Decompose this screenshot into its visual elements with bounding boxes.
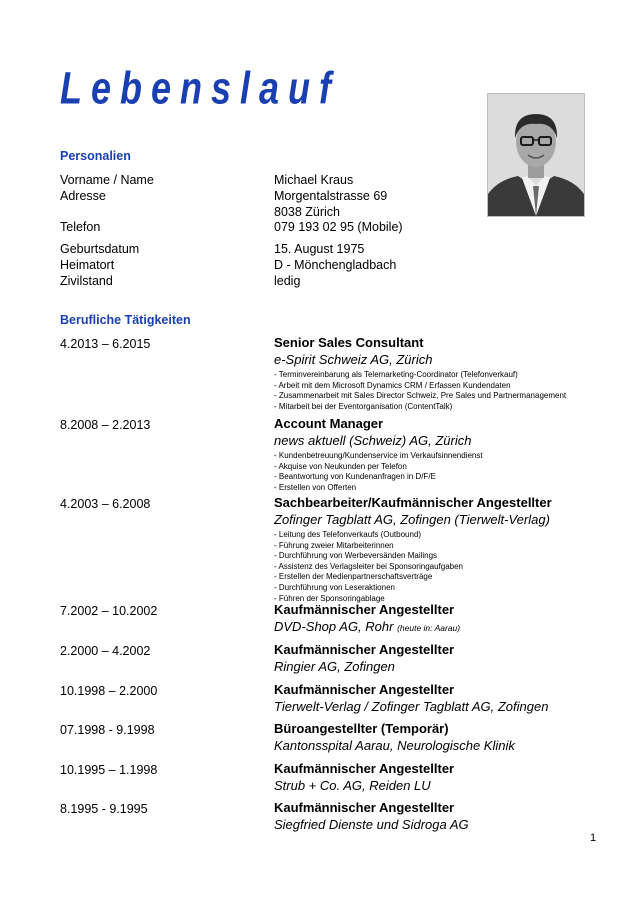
job-title: Kaufmännischer Angestellter <box>274 761 455 776</box>
job-entry <box>274 416 624 493</box>
job-title: Account Manager <box>274 416 384 431</box>
job-entry <box>274 642 624 675</box>
origin-value: D - Mönchengladbach <box>274 258 397 272</box>
job-company: Kantonsspital Aarau, Neurologische Klinik <box>274 738 515 753</box>
job-company: e-Spirit Schweiz AG, Zürich <box>274 352 433 367</box>
job-task: - Kundenbetreuung/Kundenservice im Verkaufsinnendienst <box>274 451 483 460</box>
job-entry <box>274 721 624 754</box>
job-entry <box>274 800 624 833</box>
job-task: - Erstellen von Offerten <box>274 482 357 492</box>
origin-label: Heimatort <box>60 258 115 272</box>
job-company-line <box>274 618 624 637</box>
address-line2: 8038 Zürich <box>274 205 341 219</box>
job-date: 8.2008 – 2.2013 <box>60 418 151 432</box>
civil-status-label: Zivilstand <box>60 274 113 288</box>
job-entry <box>274 682 624 715</box>
job-title: Kaufmännischer Angestellter <box>274 682 455 697</box>
name-value: Michael Kraus <box>274 173 354 187</box>
job-date: 4.2013 – 6.2015 <box>60 337 151 351</box>
page-title: Lebenslauf <box>60 62 341 114</box>
job-task-list <box>274 370 624 412</box>
job-title: Kaufmännischer Angestellter <box>274 800 455 815</box>
job-entry <box>274 602 624 637</box>
job-date: 10.1998 – 2.2000 <box>60 684 158 698</box>
job-task: - Beantwortung von Kundenanfragen in D/F/E <box>274 472 436 482</box>
job-title: Senior Sales Consultant <box>274 335 424 350</box>
job-task: - Terminvereinbarung als Telemarketing-Coordinator (Telefonverkauf) <box>274 370 518 379</box>
job-date: 07.1998 - 9.1998 <box>60 723 155 737</box>
phone-value: 079 193 02 95 (Mobile) <box>274 220 403 234</box>
address-line1: Morgentalstrasse 69 <box>274 189 388 203</box>
job-task: - Mitarbeit bei der Eventorganisation (ContentTalk) <box>274 401 453 411</box>
profile-photo <box>487 93 585 217</box>
job-company: Ringier AG, Zofingen <box>274 659 395 674</box>
job-company-note: (heute in: Aarau) <box>397 623 461 633</box>
job-task: - Akquise von Neukunden per Telefon <box>274 461 407 471</box>
job-title: Kaufmännischer Angestellter <box>274 642 455 657</box>
job-task-list <box>274 451 624 493</box>
section-heading-personal: Personalien <box>60 149 131 163</box>
job-company: DVD-Shop AG, Rohr <box>274 619 394 634</box>
job-task: - Führen der Sponsoringablage <box>274 593 385 603</box>
job-task: - Zusammenarbeit mit Sales Director Schweiz, Pre Sales und Partnermanagement <box>274 391 567 401</box>
job-company: Siegfried Dienste und Sidroga AG <box>274 817 469 832</box>
job-entry <box>274 761 624 794</box>
job-title: Kaufmännischer Angestellter <box>274 602 455 617</box>
civil-status-value: ledig <box>274 274 301 288</box>
job-date: 2.2000 – 4.2002 <box>60 644 151 658</box>
job-title: Sachbearbeiter/Kaufmännischer Angestellter <box>274 495 552 510</box>
job-company: Tierwelt-Verlag / Zofinger Tagblatt AG, Zofingen <box>274 699 549 714</box>
job-task: - Leitung des Telefonverkaufs (Outbound) <box>274 530 422 539</box>
job-company: Zofinger Tagblatt AG, Zofingen (Tierwelt-Verlag) <box>274 512 550 527</box>
name-label: Vorname / Name <box>60 173 154 187</box>
job-task: - Durchführung von Leseraktionen <box>274 582 395 592</box>
address-label: Adresse <box>60 189 106 203</box>
job-company: news aktuell (Schweiz) AG, Zürich <box>274 433 472 448</box>
job-task: - Durchführung von Werbeversänden Mailings <box>274 551 438 561</box>
job-task: - Führung zweier Mitarbeiterinnen <box>274 540 394 550</box>
portrait-image <box>488 94 584 216</box>
phone-label: Telefon <box>60 220 101 234</box>
birth-label: Geburtsdatum <box>60 242 140 256</box>
job-date: 4.2003 – 6.2008 <box>60 497 151 511</box>
job-company: Strub + Co. AG, Reiden LU <box>274 778 431 793</box>
job-entry <box>274 335 624 412</box>
section-heading-career: Berufliche Tätigkeiten <box>60 313 191 327</box>
job-date: 8.1995 - 9.1995 <box>60 802 148 816</box>
job-entry <box>274 495 624 604</box>
job-task: - Erstellen der Medienpartnerschaftsverträge <box>274 572 433 582</box>
job-date: 10.1995 – 1.1998 <box>60 763 158 777</box>
job-task: - Assistenz des Verlagsleiter bei Sponsoringaufgaben <box>274 561 464 571</box>
job-task-list <box>274 530 624 604</box>
birth-value: 15. August 1975 <box>274 242 365 256</box>
page-number: 1 <box>590 832 597 844</box>
job-title: Büroangestellter (Temporär) <box>274 721 449 736</box>
job-task: - Arbeit mit dem Microsoft Dynamics CRM / Erfassen Kundendaten <box>274 380 511 390</box>
job-date: 7.2002 – 10.2002 <box>60 604 158 618</box>
